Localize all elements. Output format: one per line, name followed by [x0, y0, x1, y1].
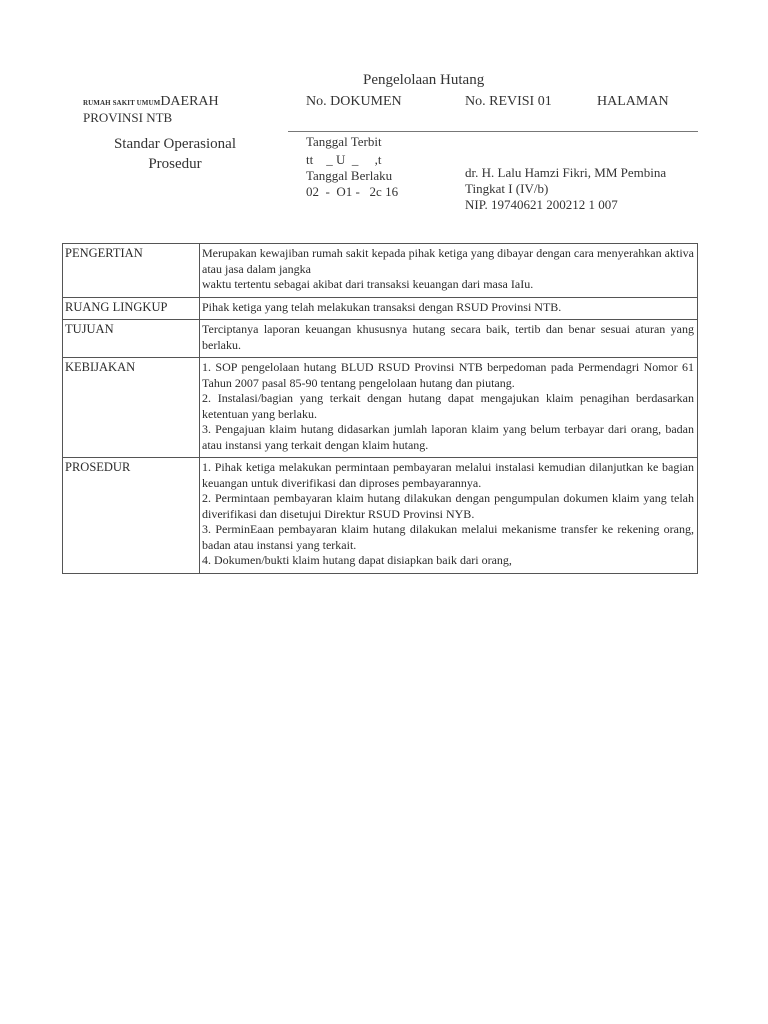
- hospital-name-line2: PROVINSI NTB: [83, 110, 173, 125]
- hospital-name-line1: DAERAH: [160, 94, 219, 109]
- row-heading: PROSEDUR: [63, 458, 200, 574]
- hospital-name-small: RUMAH SAKIT UMUM: [83, 99, 161, 107]
- content-line: Pihak ketiga yang telah melakukan transaksi dengan RSUD Provinsi NTB.: [202, 299, 562, 314]
- document-title: Pengelolaan Hutang: [363, 72, 485, 88]
- header-divider: [288, 131, 698, 132]
- content-line: 2. Instalasi/bagian yang terkait dengan hutang dapat mengajukan klaim penagihan berdasarkan ketentuan yang berlaku.: [202, 391, 694, 421]
- content-line: 2. Permintaan pembayaran klaim hutang dilakukan dengan pengumpulan dokumen klaim yang telah diverifikasi dan disetujui Direktur RSUD Provinsi NYB.: [202, 491, 694, 521]
- content-line: 3. Pengajuan klaim hutang didasarkan jumlah laporan klaim yang belum terbayar dari orang, badan atau instansi yang terkait dengan klaim hutang.: [202, 422, 694, 452]
- content-line: 4. Dokumen/bukti klaim hutang dapat disiapkan baik dari orang,: [202, 553, 512, 567]
- no-revisi-label: No. REVISI 01: [465, 94, 552, 109]
- halaman-label: HALAMAN: [597, 94, 669, 109]
- content-line: waktu tertentu sebagai akibat dari transaksi keuangan dari masa IaIu.: [202, 277, 534, 291]
- sop-title: [100, 134, 250, 174]
- row-heading: TUJUAN: [63, 320, 200, 358]
- signatory-name: dr. H. Lalu Hamzi Fikri, MM Pembina: [465, 165, 667, 180]
- row-content: [200, 244, 698, 298]
- row-content: [200, 320, 698, 358]
- content-line: 1. Pihak ketiga melakukan permintaan pembayaran melalui instalasi kemudian dilanjutkan ke bagian keuangan untuk diverifikasi dan diproses pembayarannya.: [202, 460, 694, 490]
- table-row: [63, 297, 698, 320]
- content-line: Terciptanya laporan keuangan khususnya hutang secara baik, tertib dan benar sesuai aturan yang berlaku.: [202, 322, 694, 352]
- no-dokumen-label: No. DOKUMEN: [306, 94, 402, 109]
- signatory-nip: NIP. 19740621 200212 1 007: [465, 197, 618, 212]
- sop-title-line1: Standar Operasional: [113, 136, 237, 152]
- sop-title-line2: Prosedur: [148, 156, 202, 172]
- tanggal-terbit-value: tt _ U _ ,t: [306, 152, 382, 167]
- tanggal-terbit-label: Tanggal Terbit: [306, 134, 382, 149]
- table-row: [63, 358, 698, 458]
- content-line: 3. PerminEaan pembayaran klaim hutang dilakukan melalui mekanisme transfer ke rekening orang, badan atau instansi yang terkait.: [202, 522, 694, 552]
- row-content: [200, 458, 698, 574]
- row-heading: KEBIJAKAN: [63, 358, 200, 458]
- hospital-name: [83, 94, 219, 110]
- table-row: [63, 244, 698, 298]
- content-line: 1. SOP pengelolaan hutang BLUD RSUD Provinsi NTB berpedoman pada Permendagri Nomor 61 Tahun 2007 pasal 85-90 tentang pengelolaan hutang dan piutang.: [202, 360, 694, 390]
- row-heading: RUANG LINGKUP: [63, 297, 200, 320]
- sop-table: [62, 243, 698, 574]
- row-content: [200, 297, 698, 320]
- table-row: [63, 458, 698, 574]
- content-line: Merupakan kewajiban rumah sakit kepada pihak ketiga yang dibayar dengan cara menyerahkan aktiva atau jasa dalam jangka: [202, 246, 694, 276]
- row-heading: PENGERTIAN: [63, 244, 200, 298]
- table-row: [63, 320, 698, 358]
- tanggal-berlaku-value: 02 - O1 - 2c 16: [306, 184, 399, 199]
- tanggal-berlaku-label: Tanggal Berlaku: [306, 168, 393, 183]
- row-content: [200, 358, 698, 458]
- signatory-rank: Tingkat I (IV/b): [465, 181, 549, 196]
